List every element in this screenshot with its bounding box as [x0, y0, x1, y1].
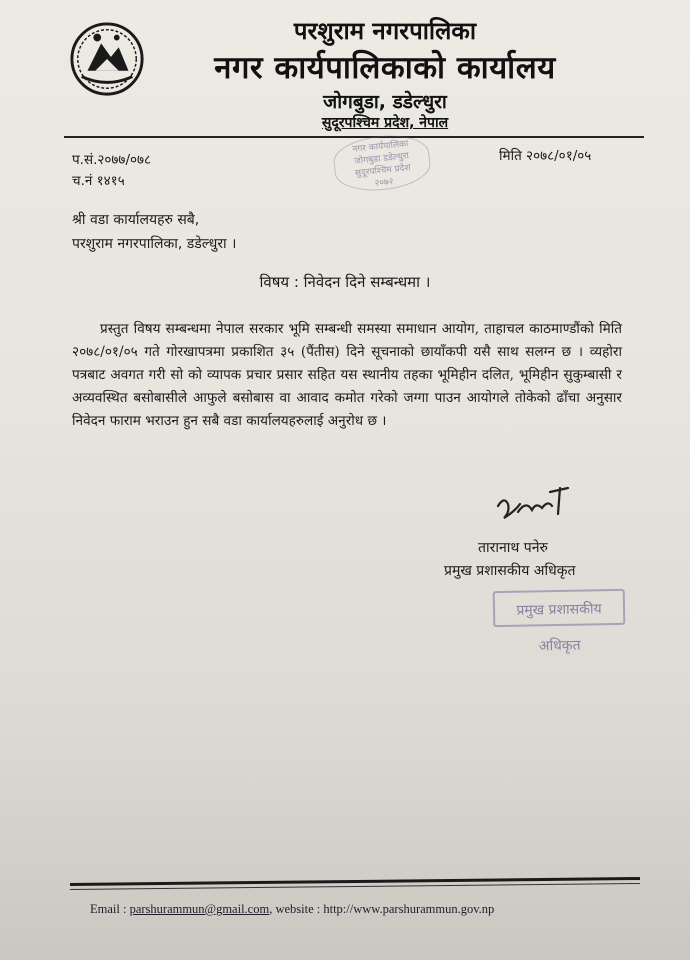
footer-contact: [90, 902, 494, 917]
province-name: सुदूरपश्चिम प्रदेश, नेपाल: [321, 115, 449, 131]
signature: [492, 482, 572, 528]
stamp-line: जोगबुडा डडेल्धुरा: [353, 151, 410, 167]
letter-body: [72, 318, 622, 433]
addressee-line: परशुराम नगरपालिका, डडेल्धुरा ।: [72, 236, 237, 252]
signatory-name: तारानाथ पनेरु: [478, 540, 548, 556]
email-label: Email :: [90, 902, 127, 916]
received-stamp: [331, 131, 432, 195]
stamp-line: २०७२: [374, 176, 394, 189]
addressee-line: श्री वडा कार्यालयहरु सबै,: [72, 212, 200, 228]
signatory-title: प्रमुख प्रशासकीय अधिकृत: [444, 563, 576, 579]
nepal-emblem-icon: [68, 20, 146, 98]
stamp-line: नगर कार्यपालिका: [351, 139, 409, 155]
website-label: , website :: [269, 902, 321, 916]
letter-date: मिति २०७८/०१/०५: [499, 148, 592, 164]
reference-number: प.सं.२०७७/०७८: [72, 152, 152, 168]
municipality-name: परशुराम नगरपालिका: [293, 17, 477, 45]
designation-stamp: प्रमुख प्रशासकीय अधिकृत: [493, 589, 626, 627]
email-link[interactable]: parshurammun@gmail.com: [129, 902, 270, 916]
office-name: नगर कार्यपालिकाको कार्यालय: [214, 50, 556, 86]
office-location: जोगबुडा, डडेल्धुरा: [323, 91, 447, 113]
letter-subject: विषय : निवेदन दिने सम्बन्धमा ।: [259, 273, 431, 291]
body-paragraph: प्रस्तुत विषय सम्बन्धमा नेपाल सरकार भूमि सम्बन्धी समस्या समाधान आयोग, ताहाचल काठमाण्डौंको मिति २०७८/०१/०५ गते गोरखापत्रमा प्रकाशित ३५ (पैंतीस) दिने सूचनाको छायाँकपी यसै साथ सलग्न छ । व्यहोरा पत्रबाट अवगत गरी सो को व्यापक प्रचार प्रसार सहित यस स्थानीय तहका भूमिहीन दलित, भूमिहीन सुकुम्बासी र अव्यवस्थित बसोबासीले आफुले बसोबास वा आवाद कमोत गरेको जग्गा पाउन आयोगले तोकेको ढाँचा अनुसार निवेदन फाराम भराउन हुन सबै वडा कार्यालयहरुलाई अनुरोध छ ।: [72, 321, 622, 429]
dispatch-number: च.नं १४१५: [72, 173, 125, 189]
header-divider: [64, 136, 644, 138]
stamp-line: सुदूरपश्चिम प्रदेश: [354, 163, 412, 179]
website-link[interactable]: http://www.parshurammun.gov.np: [323, 902, 495, 916]
